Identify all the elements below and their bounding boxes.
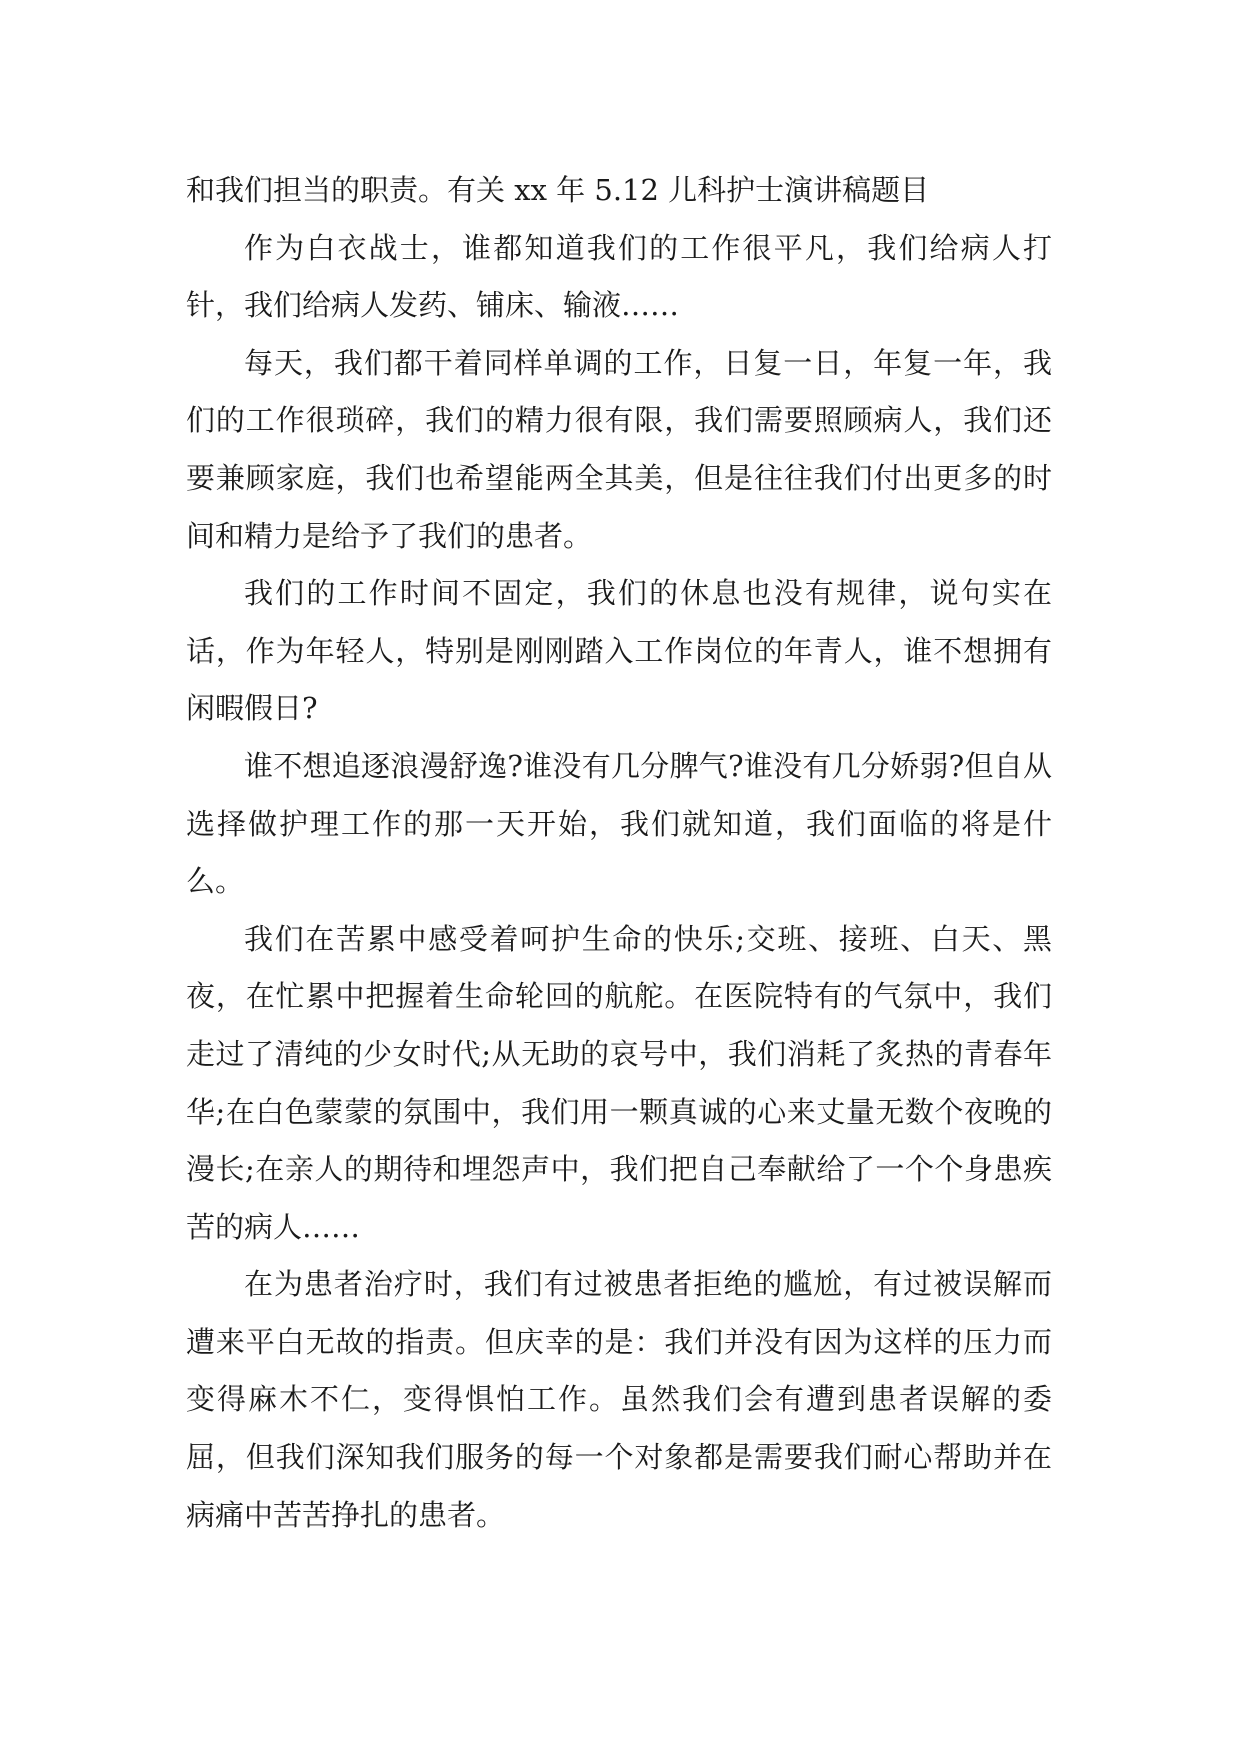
paragraph: 在为患者治疗时，我们有过被患者拒绝的尴尬，有过被误解而遭来平白无故的指责。但庆幸的是：我们并没有因为这样的压力而变得麻木不仁，变得惧怕工作。虽然我们会有遭到患者误解的委屈，但我们深知我们服务的每一个对象都是需要我们耐心帮助并在病痛中苦苦挣扎的患者。 (186, 1267, 1052, 1532)
paragraph: 每天，我们都干着同样单调的工作，日复一日，年复一年，我们的工作很琐碎，我们的精力很有限，我们需要照顾病人，我们还要兼顾家庭，我们也希望能两全其美，但是往往我们付出更多的时间和精力是给予了我们的患者。 (186, 345, 1052, 553)
paragraph: 我们的工作时间不固定，我们的休息也没有规律，说句实在话，作为年轻人，特别是刚刚踏入工作岗位的年青人，谁不想拥有闲暇假日? (186, 576, 1052, 726)
paragraph-continuation: 和我们担当的职责。有关 xx 年 5.12 儿科护士演讲稿题目 (186, 173, 930, 207)
document-body (186, 162, 1052, 1544)
paragraph: 作为白衣战士，谁都知道我们的工作很平凡，我们给病人打针，我们给病人发药、铺床、输液…… (186, 230, 1052, 323)
paragraph: 我们在苦累中感受着呵护生命的快乐;交班、接班、白天、黑夜，在忙累中把握着生命轮回的航舵。在医院特有的气氛中，我们走过了清纯的少女时代;从无助的哀号中，我们消耗了炙热的青春年华;在白色蒙蒙的氛围中，我们用一颗真诚的心来丈量无数个夜晚的漫长;在亲人的期待和埋怨声中，我们把自己奉献给了一个个身患疾苦的病人…… (186, 921, 1052, 1244)
paragraph: 谁不想追逐浪漫舒逸?谁没有几分脾气?谁没有几分娇弱?但自从选择做护理工作的那一天开始，我们就知道，我们面临的将是什么。 (186, 748, 1052, 899)
